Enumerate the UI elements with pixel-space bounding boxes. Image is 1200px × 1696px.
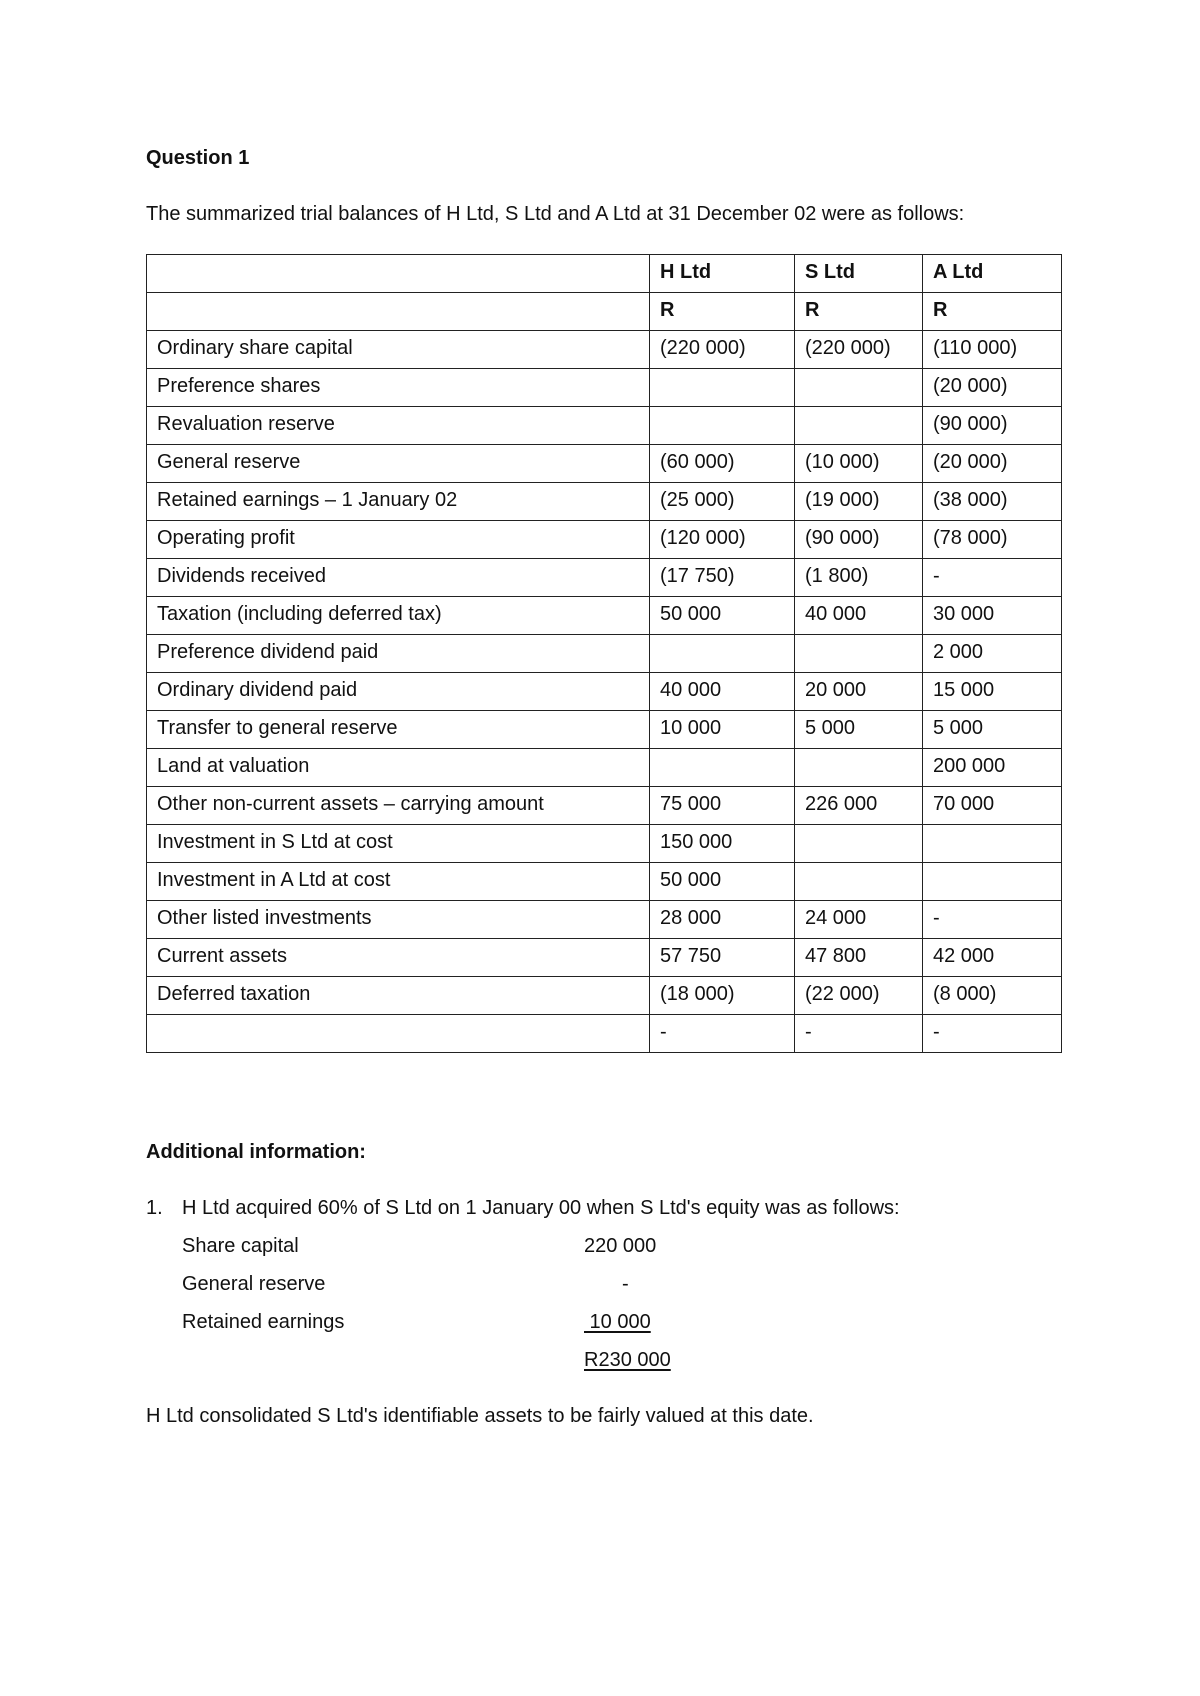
row-label: Taxation (including deferred tax) (147, 597, 650, 635)
header-cell-h-ltd: H Ltd (650, 255, 795, 293)
row-value-a-ltd: (20 000) (923, 369, 1062, 407)
row-value-a-ltd: 5 000 (923, 711, 1062, 749)
row-value-h-ltd (650, 407, 795, 445)
row-label (147, 1015, 650, 1053)
row-value-s-ltd: 47 800 (795, 939, 923, 977)
row-value-s-ltd: (10 000) (795, 445, 923, 483)
row-value-s-ltd: (1 800) (795, 559, 923, 597)
table-row (147, 749, 1062, 787)
row-value-s-ltd: 226 000 (795, 787, 923, 825)
row-value-s-ltd: (22 000) (795, 977, 923, 1015)
row-value-h-ltd: 50 000 (650, 597, 795, 635)
row-value-h-ltd: 57 750 (650, 939, 795, 977)
equity-label: Share capital (182, 1235, 299, 1257)
table-row (147, 825, 1062, 863)
row-value-s-ltd (795, 635, 923, 673)
table-row (147, 521, 1062, 559)
table-row (147, 483, 1062, 521)
equity-value: - (622, 1273, 629, 1295)
currency-cell-h-ltd: R (650, 293, 795, 331)
row-label: Retained earnings – 1 January 02 (147, 483, 650, 521)
row-label: Deferred taxation (147, 977, 650, 1015)
row-value-a-ltd: - (923, 559, 1062, 597)
row-value-s-ltd: 40 000 (795, 597, 923, 635)
table-row (147, 1015, 1062, 1053)
equity-value: 10 000 (584, 1311, 651, 1333)
row-value-h-ltd: 40 000 (650, 673, 795, 711)
currency-cell-a-ltd: R (923, 293, 1062, 331)
equity-row-total (182, 1348, 702, 1374)
additional-info-heading: Additional information: (146, 1141, 366, 1163)
row-value-h-ltd: 75 000 (650, 787, 795, 825)
row-label: Preference dividend paid (147, 635, 650, 673)
row-value-s-ltd: - (795, 1015, 923, 1053)
table-row (147, 331, 1062, 369)
equity-value: 220 000 (584, 1235, 657, 1257)
row-value-h-ltd: (25 000) (650, 483, 795, 521)
row-value-a-ltd (923, 863, 1062, 901)
equity-row-general-reserve (182, 1272, 702, 1298)
equity-label: Retained earnings (182, 1311, 345, 1333)
row-label: Ordinary dividend paid (147, 673, 650, 711)
row-label: Other non-current assets – carrying amount (147, 787, 650, 825)
row-value-h-ltd: - (650, 1015, 795, 1053)
row-value-s-ltd (795, 369, 923, 407)
table-row (147, 863, 1062, 901)
row-label: Land at valuation (147, 749, 650, 787)
question-title: Question 1 (146, 147, 250, 169)
table-row (147, 559, 1062, 597)
table-row (147, 407, 1062, 445)
table-currency-row (147, 293, 1062, 331)
row-value-h-ltd (650, 749, 795, 787)
row-value-a-ltd: (78 000) (923, 521, 1062, 559)
row-value-s-ltd: (90 000) (795, 521, 923, 559)
row-value-a-ltd: 70 000 (923, 787, 1062, 825)
row-label: Investment in A Ltd at cost (147, 863, 650, 901)
row-value-h-ltd: 150 000 (650, 825, 795, 863)
row-value-s-ltd (795, 407, 923, 445)
row-value-a-ltd: 200 000 (923, 749, 1062, 787)
trial-balance-body (147, 255, 1062, 1053)
table-header-row (147, 255, 1062, 293)
row-value-a-ltd: - (923, 901, 1062, 939)
list-item-text: H Ltd acquired 60% of S Ltd on 1 January 00 when S Ltd's equity was as follows: (182, 1197, 900, 1219)
table-row (147, 673, 1062, 711)
table-row (147, 977, 1062, 1015)
row-value-h-ltd (650, 635, 795, 673)
row-value-h-ltd: 10 000 (650, 711, 795, 749)
row-value-h-ltd: (18 000) (650, 977, 795, 1015)
row-value-a-ltd: 2 000 (923, 635, 1062, 673)
list-item-number: 1. (146, 1197, 163, 1219)
row-value-a-ltd: (90 000) (923, 407, 1062, 445)
table-row (147, 369, 1062, 407)
currency-cell (147, 293, 650, 331)
intro-text: The summarized trial balances of H Ltd, S Ltd and A Ltd at 31 December 02 were as follows: (146, 203, 965, 225)
row-value-h-ltd: (120 000) (650, 521, 795, 559)
row-value-h-ltd: (17 750) (650, 559, 795, 597)
currency-cell-s-ltd: R (795, 293, 923, 331)
header-cell-s-ltd: S Ltd (795, 255, 923, 293)
equity-row-share-capital (182, 1234, 702, 1260)
row-value-h-ltd: 50 000 (650, 863, 795, 901)
header-cell (147, 255, 650, 293)
row-value-s-ltd: 20 000 (795, 673, 923, 711)
equity-label: General reserve (182, 1273, 326, 1295)
row-label: Other listed investments (147, 901, 650, 939)
row-label: Operating profit (147, 521, 650, 559)
equity-row-retained-earnings (182, 1310, 702, 1336)
row-value-a-ltd: 30 000 (923, 597, 1062, 635)
table-row (147, 445, 1062, 483)
row-label: Ordinary share capital (147, 331, 650, 369)
table-row (147, 939, 1062, 977)
row-value-h-ltd (650, 369, 795, 407)
row-label: Investment in S Ltd at cost (147, 825, 650, 863)
row-value-a-ltd (923, 825, 1062, 863)
row-label: General reserve (147, 445, 650, 483)
row-label: Preference shares (147, 369, 650, 407)
row-label: Revaluation reserve (147, 407, 650, 445)
equity-total-value: R230 000 (584, 1349, 671, 1371)
row-value-h-ltd: (60 000) (650, 445, 795, 483)
row-value-s-ltd: (19 000) (795, 483, 923, 521)
row-value-s-ltd (795, 825, 923, 863)
row-value-a-ltd: 42 000 (923, 939, 1062, 977)
row-value-s-ltd: 5 000 (795, 711, 923, 749)
table-row (147, 597, 1062, 635)
row-value-s-ltd: (220 000) (795, 331, 923, 369)
table-row (147, 711, 1062, 749)
row-value-s-ltd: 24 000 (795, 901, 923, 939)
row-value-a-ltd: (20 000) (923, 445, 1062, 483)
row-value-s-ltd (795, 863, 923, 901)
header-cell-a-ltd: A Ltd (923, 255, 1062, 293)
list-item-1 (146, 1196, 900, 1220)
row-value-h-ltd: (220 000) (650, 331, 795, 369)
row-label: Transfer to general reserve (147, 711, 650, 749)
row-value-a-ltd: (38 000) (923, 483, 1062, 521)
row-value-s-ltd (795, 749, 923, 787)
row-value-h-ltd: 28 000 (650, 901, 795, 939)
table-row (147, 901, 1062, 939)
row-value-a-ltd: 15 000 (923, 673, 1062, 711)
row-value-a-ltd: - (923, 1015, 1062, 1053)
row-label: Dividends received (147, 559, 650, 597)
table-row (147, 787, 1062, 825)
row-value-a-ltd: (110 000) (923, 331, 1062, 369)
table-row (147, 635, 1062, 673)
closing-text: H Ltd consolidated S Ltd's identifiable assets to be fairly valued at this date. (146, 1405, 814, 1427)
trial-balance-table (146, 254, 1062, 1053)
row-value-a-ltd: (8 000) (923, 977, 1062, 1015)
row-label: Current assets (147, 939, 650, 977)
